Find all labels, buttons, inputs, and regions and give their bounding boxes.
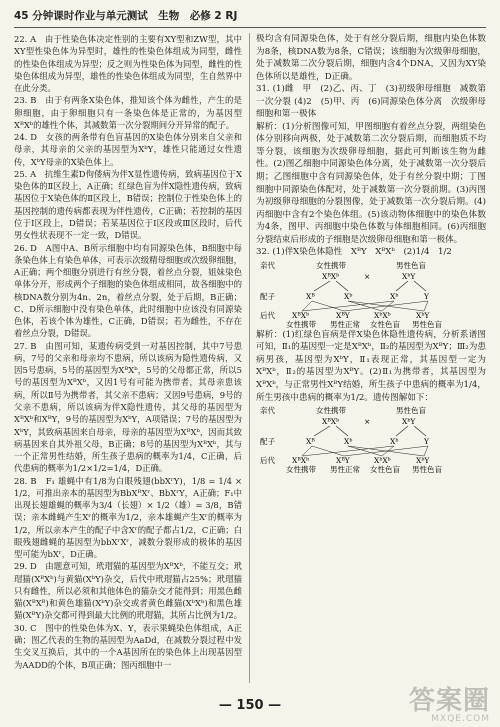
diagram2-offspring-label-4: 男性色盲 [412,465,442,475]
running-header: 45 分钟课时作业与单元测试 生物 必修 2 RJ [14,10,238,22]
answer-23: 23. B 由于有两条X染色体，推知该个体为雌性，产生的是卵细胞，由于卵细胞只有一条染色体是正常的，为基因型XᴮXᵇ的雄性个体，其减数第一次分裂期间分开异常的配子。 [14,95,242,130]
diagram1-gamete-2: Xᵇ [344,291,353,301]
diagram2-offspring-4: XᵇY [416,456,430,466]
diagram1-father-genotype: XᵇY [402,271,416,281]
answer-24: 24. D 女孩的两条带有色盲基因的X染色体分别来自父亲和母亲，其母亲的父亲的基因型为XᵇY，雄性只能通过女性遗传，XᵇY母亲的X染色体上。 [14,132,242,167]
diagram2-father-phenotype: 男性色盲 [396,406,426,416]
diagram1-offspring-1: XᴮXᵇ [292,310,310,320]
diagram2-parent-row-label: 亲代 [260,406,275,416]
diagram1-parent-row-label: 亲代 [260,260,275,270]
diagram2-gamete-1: Xᴮ [306,437,315,447]
watermark-logo [409,688,490,724]
answer-30-continued: 极均含有同源染色体，处于有丝分裂后期，细胞内染色体数为8条，核DNA数为8条，C错误；该细胞为次级卵母细胞，处于减数第二次分裂后期，细胞内含4个DNA，又因为XY染色体所以是雄性，D正确。 [256,34,486,82]
right-column [256,33,486,474]
diagram2-offspring-1: XᴮXᵇ [292,456,310,466]
diagram1-mother-phenotype: 女性携带 [316,260,346,270]
answer-32-analysis: 解析：(1)红绿色盲病是伴X染色体隐性遗传病，分析系谱图可知，Ⅱ₁的基因型一定是XᴮXᵇ，Ⅱ₂的基因型为XᴮY；Ⅲ₂为患病男孩，基因型为XᵇY，Ⅱ₁表现正常，其基因型一定为XᴮXᵇ，Ⅱ₂的基因型为XᴮY。(2)Ⅱ₁为携带者，其基因型为XᴮXᵇ，与正常男性XᴮY结婚，所生孩子中患病的概率为1/4，所生男孩中患病的概率为1/2。遗传图解如下： [256,329,486,403]
answer-31-analysis: 解析：(1)分析图像可知，甲图细胞有着丝点分裂，两组染色体分别移向两极，处于减数第二次分裂后期，而细胞质不均等分裂，该细胞为次级卵母细胞，据此可判断该生物为雌性。(2)图乙细胞中同源染色体分离，处于减数第一次分裂后期；乙图细胞中含有同源染色体，处于有丝分裂中期；丁图细胞中同源染色体配对，处于减数第一次分裂前期。(3)丙图为初级卵母细胞的分裂图像，处于减数第一次分裂后期。(4)丙细胞中含有2个染色体组。(5)该动物体细胞中的染色体数为4条，图甲、丙细胞中染色体数与体细胞相同。(6)丙细胞分裂结束后形成的子细胞是次级卵母细胞和第一极体。 [256,121,486,245]
header-rule [14,27,486,28]
diagram1-offspring-row-label: 后代 [260,310,275,320]
diagram2-offspring-3: XᵇXᵇ [374,456,391,466]
diagram1-gamete-1: Xᴮ [306,291,315,301]
answer-29: 29. D 由题意可知，玳瑁猫的基因型为XᴮXᵇ，不能互交；玳瑁猫(XᴮXᵇ)与黄猫(XᵇY)杂交，后代中玳瑁猫占25%；玳瑁猫只有雌性，所以必须和其他体色的猫杂交才能得到；用黑色雌猫(XᴮXᴮ)和黄色雄猫(XᵇY)杂交或者黄色雌猫(XᵇXᵇ)和黑色雄猫(XᴮY)杂交都可得到最大比例的玳瑁猫，其所占比例为1/2。 [14,561,243,621]
left-column [14,33,242,671]
page-number: — 150 — [218,698,282,713]
diagram1-offspring-3: XᵇXᵇ [374,310,391,320]
column-divider [249,33,250,683]
diagram1-gamete-3: Xᵇ [390,291,399,301]
answer-31: 31. (1)雌 甲 (2)乙、丙、丁 (3)初级卵母细胞 减数第一次分裂 (4)2 (5)甲、丙 (6)同源染色体分离 次级卵母细胞和第一极体 [256,84,486,120]
diagram2-gamete-2: Xᵇ [344,437,353,447]
watermark-text: 答案圈 [408,686,490,716]
answer-26: 26. D A图中A、B所示细胞中均有同源染色体，B细胞中每条染色体上有染色单体，可表示次级精母细胞或次级卵细胞，A正确；两个细胞分别进行有丝分裂，着丝点分裂，姐妹染色单体分开，形成两个子细胞的染色体组成相同，故各细胞中的核DNA数分别为4n、2n，着丝点分裂，处于后期，B正确；C、D所示细胞中没有染色单体，此时细胞中应该没有同源染色体，若该个体为雄性，C正确，D错误；若为雌性，不存在着丝点分裂，D错误。 [14,242,242,339]
diagram1-gamete-4: Y [424,291,429,301]
diagram1-offspring-label-2: 男性正常 [330,319,360,329]
inheritance-diagram-2 [256,404,486,474]
diagram2-father-genotype: XᵇY [402,417,416,427]
answer-32: 32. (1)伴X染色体隐性 XᴮY XᴮXᵇ (2)1/4 1/2 [256,247,452,258]
diagram1-mother-genotype: XᴮXᵇ [322,271,340,281]
diagram2-offspring-label-3: 女性色盲 [370,465,400,475]
diagram2-cross-symbol: × [364,417,371,427]
diagram1-father-phenotype: 男性色盲 [396,260,426,270]
answer-27: 27. B 由图可知，某遗传病受到一对基因控制，其中7号患病，7号的父亲和母亲均不患病，所以该病为隐性遗传病，又因5号患病，5号的基因型为XᴮXᵇ，5号的父母都正常，所以5号的基因型为XᴮXᵇ，又因1号有可能为携带者，其母亲患该病，所以Ⅱ号为携带者，其父亲不患病；又因9号患病，9号的父亲不患病，所以该病为伴X隐性遗传，其父母的基因型为XᴮXᵇ和XᴮY，9号的基因型为XᵇY，A项错误；7号的基因型为XᵇY，其致病基因来自母亲，母亲的基因型为XᴮXᵇ，因而其致病基因来自其外祖父母，B正确；8号的基因型为XᴮXᵇ，其与一个正常男性结婚，所生孩子患病的概率为1/4，C正确，后代患病的概率为1/2×1/2=1/4，D正确。 [14,340,242,474]
diagram2-mother-phenotype: 女性携带 [316,406,346,416]
answer-22: 22. A 由于性染色体决定性别的主要有XY型和ZW型，其中XY型性染色体为异型时，雄性的性染色体组成为同型，雌性的性染色体组成为异型；反之则为性染色体为同型，雌性的性染色体组成为异型，雄性的性染色体组成为同型，生自然界中在此分类。 [14,34,242,94]
diagram1-offspring-4: XᵇY [416,310,430,320]
diagram1-offspring-2: XᴮY [336,310,350,320]
diagram1-gamete-row-label: 配子 [260,291,275,301]
diagram2-gamete-4: Y [424,437,429,447]
answer-30: 30. C 图中的性染色体为X、Y，表示果蝇染色体组成，A正确；图乙代表的生物的基因型为AaDd，在减数分裂过程中发生交叉互换后，其中的一个A基因所在的染色体上出现基因型为AADD的个体，B项正确；图丙细胞中一 [14,622,242,670]
diagram2-offspring-row-label: 后代 [260,456,275,466]
diagram1-offspring-label-3: 女性色盲 [370,319,400,329]
diagram2-gamete-3: Xᵇ [390,437,399,447]
diagram2-offspring-label-1: 女性携带 [286,465,316,475]
diagram2-offspring-label-2: 男性正常 [330,465,360,475]
diagram2-offspring-2: XᴮY [336,456,350,466]
diagram1-offspring-label-1: 女性携带 [286,319,316,329]
answer-25: 25. A 抗维生素D佝偻病为伴X显性遗传病，致病基因位于X染色体的Ⅱ区段上，A正确；红绿色盲为伴X隐性遗传病，致病基因位于X染色体的Ⅱ区段上，B错误；控制位于性染色体上的基因控制的遗传病都表现为伴性遗传，C正确；若控制的基因位于Ⅰ区段上，D错误；若某基因位于Ⅰ区段或Ⅲ区段时，后代男女性状表现不一定一致，D错误。 [14,168,242,241]
diagram1-offspring-label-4: 男性色盲 [412,319,442,329]
watermark-url: MXQE.COM [431,714,490,724]
diagram1-cross-symbol: × [364,271,371,281]
diagram2-mother-genotype: XᴮXᵇ [322,417,340,427]
inheritance-diagram-1 [256,259,486,329]
answer-28: 28. B F₁ 雄蝇中有1/8为白眼残翅(bbXʳY)，1/8 = 1/4 × 1/2，可推出亲本的基因型为BbXᴿXʳ、BbXʳY，A正确；F₁中出现长翅雄蝇的概率为3/4（长翅）× 1/2（雄）= 3/8，B错误；亲本雌蝇产生Xʳ的概率为1/2，亲本雄蝇产生Xʳ的概率为1/2，所以亲本产生的配子中含Xʳ的配子都占1/2，C正确；白眼残翅雌蝇的基因型为bbXʳXʳ，减数分裂形成的极体的基因型可能为bXʳ，D正确。 [14,475,242,560]
diagram2-gamete-row-label: 配子 [260,437,275,447]
